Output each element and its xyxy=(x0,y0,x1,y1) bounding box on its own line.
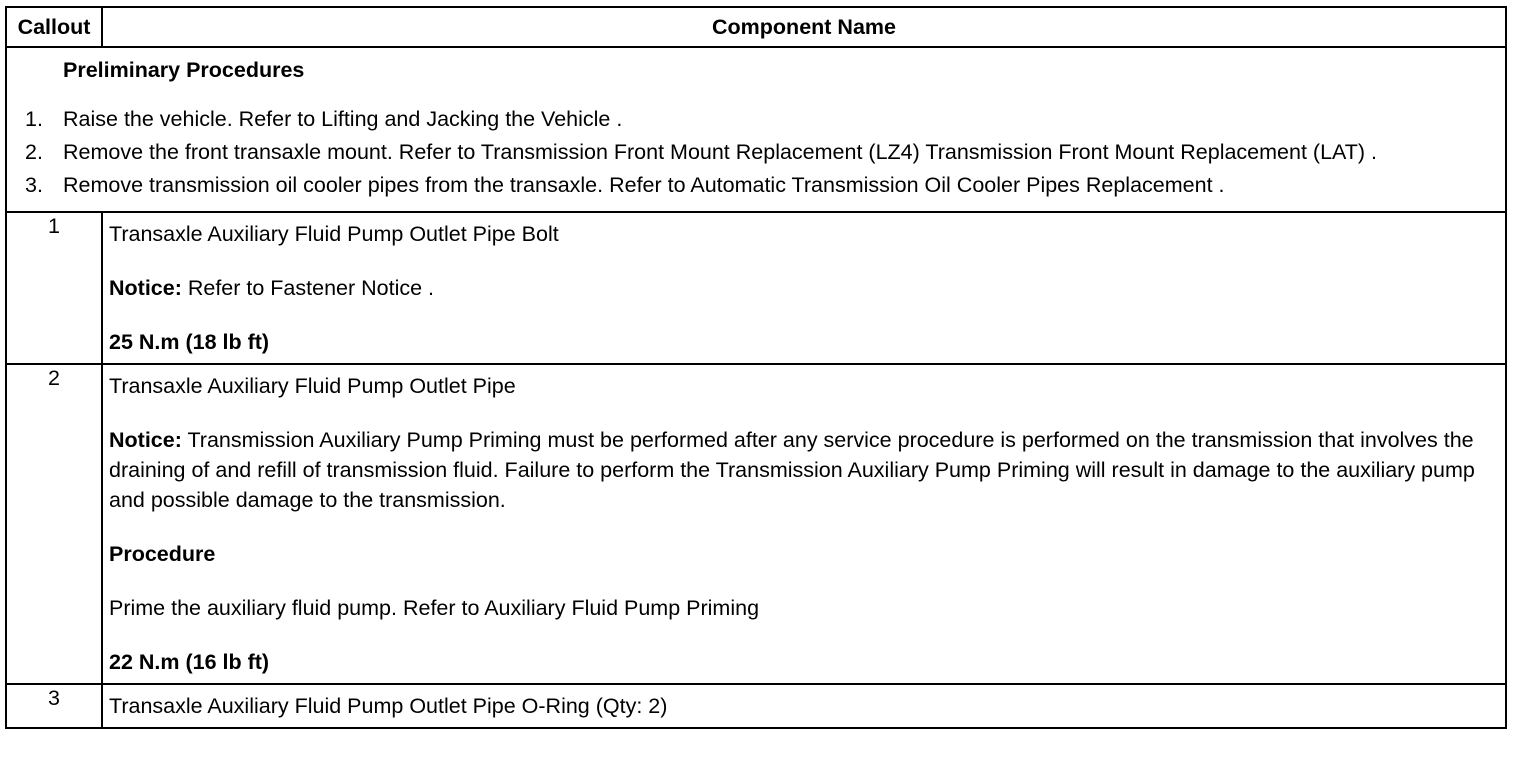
component-name: Transaxle Auxiliary Fluid Pump Outlet Pipe Bolt xyxy=(109,222,559,246)
notice xyxy=(109,425,1499,515)
callout-number: 1 xyxy=(6,212,102,364)
component-cell xyxy=(102,364,1506,684)
component-name: Transaxle Auxiliary Fluid Pump Outlet Pipe xyxy=(109,374,516,398)
notice xyxy=(109,273,1499,303)
table-header-row xyxy=(6,7,1506,47)
preliminary-row xyxy=(6,47,1506,212)
component-name: Transaxle Auxiliary Fluid Pump Outlet Pipe O-Ring (Qty: 2) xyxy=(109,694,668,718)
notice-text: Transmission Auxiliary Pump Priming must be performed after any service procedure is performed on the transmission that involves the draining of and refill of transmission fluid. Failure to perform the Transmission Auxiliary Pump Priming will result in damage to the auxiliary pump and possible damage to the transmission. xyxy=(109,428,1475,512)
preliminary-step xyxy=(7,104,1505,134)
torque-spec: 22 N.m (16 lb ft) xyxy=(109,650,270,674)
step-text: Raise the vehicle. Refer to Lifting and Jacking the Vehicle . xyxy=(63,107,623,131)
callout-header: Callout xyxy=(6,7,102,47)
callout-table xyxy=(5,6,1507,729)
preliminary-step xyxy=(7,137,1505,167)
preliminary-title: Preliminary Procedures xyxy=(63,58,305,82)
step-number: 2. xyxy=(25,140,43,164)
component-name-header: Component Name xyxy=(102,7,1506,47)
step-number: 3. xyxy=(25,173,43,197)
procedure-label: Procedure xyxy=(109,542,216,566)
table-row xyxy=(6,364,1506,684)
preliminary-cell xyxy=(6,47,1506,212)
component-cell xyxy=(102,684,1506,728)
step-text: Remove the front transaxle mount. Refer to Transmission Front Mount Replacement (LZ4) Transmission Front Mount Replacement (LAT) . xyxy=(63,140,1378,164)
notice-text: Refer to Fastener Notice . xyxy=(181,276,435,300)
step-text: Remove transmission oil cooler pipes from the transaxle. Refer to Automatic Transmission Oil Cooler Pipes Replacement . xyxy=(63,173,1225,197)
step-number: 1. xyxy=(25,107,43,131)
preliminary-step xyxy=(7,170,1505,200)
callout-number: 3 xyxy=(6,684,102,728)
table-row xyxy=(6,212,1506,364)
torque-spec: 25 N.m (18 lb ft) xyxy=(109,330,270,354)
notice-label: Notice: xyxy=(109,428,182,452)
notice-label: Notice: xyxy=(109,276,182,300)
component-cell xyxy=(102,212,1506,364)
procedure-text: Prime the auxiliary fluid pump. Refer to Auxiliary Fluid Pump Priming xyxy=(109,596,760,620)
preliminary-steps xyxy=(7,104,1505,200)
callout-number: 2 xyxy=(6,364,102,684)
table-row xyxy=(6,684,1506,728)
